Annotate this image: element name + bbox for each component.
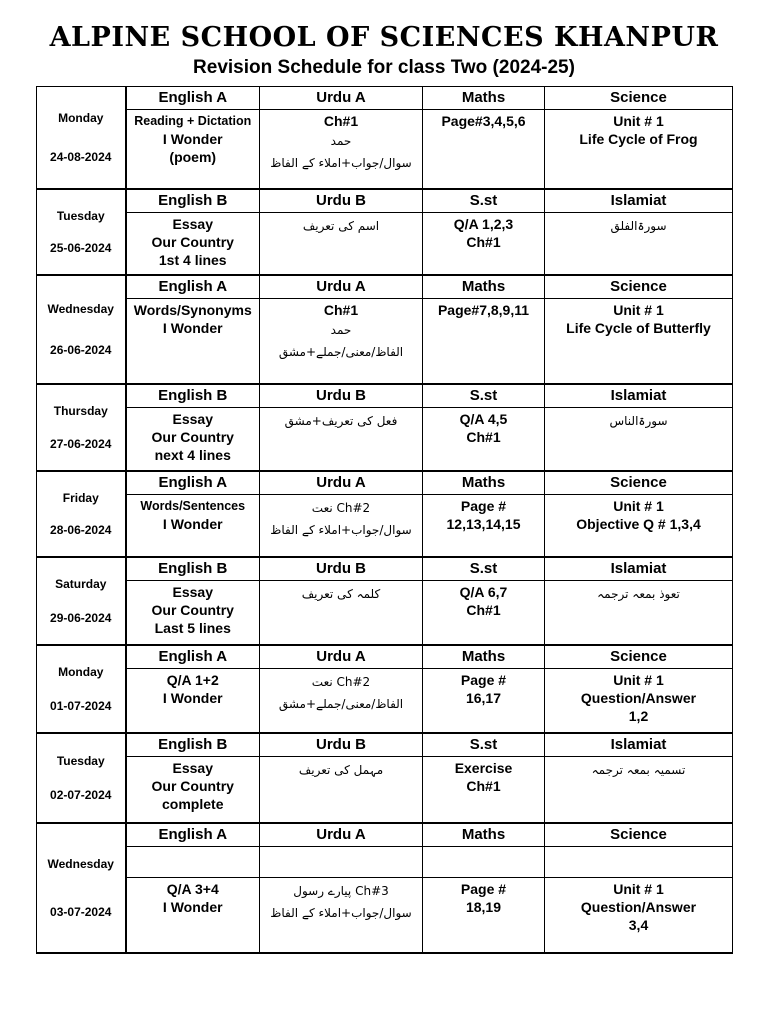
topic-line: Question/Answer (580, 690, 697, 706)
subject-cell (545, 384, 733, 471)
subject-cell (545, 471, 733, 557)
day-name: Wednesday (47, 302, 114, 317)
blank-space (127, 847, 260, 878)
topic-line: I Wonder (162, 320, 223, 336)
topic-content (423, 495, 544, 533)
subject-cell (260, 87, 423, 190)
subject-cell (260, 471, 423, 557)
topic-content (545, 213, 732, 237)
topic-line: الفاظ/معنی/جملے+مشق (278, 697, 404, 711)
topic-content (260, 213, 422, 237)
topic-line: کلمہ کی تعریف (301, 587, 381, 601)
subject-cell (423, 645, 545, 733)
day-cell (37, 645, 126, 733)
schedule-row (37, 384, 733, 471)
topic-line: 16,17 (465, 690, 502, 706)
subject-cell (260, 823, 423, 953)
schedule-row (37, 471, 733, 557)
subject-header: English B (127, 385, 260, 408)
day-cell (37, 471, 126, 557)
subject-cell (260, 275, 423, 384)
blank-space (423, 847, 544, 878)
topic-line: الفاظ/معنی/جملے+مشق (278, 345, 404, 359)
topic-line: Our Country (151, 429, 234, 445)
day-date: 02-07-2024 (50, 788, 112, 802)
topic-content (545, 495, 732, 533)
subject-cell (545, 557, 733, 645)
day-date: 28-06-2024 (50, 523, 112, 538)
subject-header: Urdu A (260, 646, 422, 669)
topic-line: Unit # 1 (613, 498, 664, 514)
subject-cell (260, 645, 423, 733)
topic-line: Unit # 1 (613, 672, 664, 688)
subject-header: Islamiat (545, 734, 732, 757)
topic-line: حمد (330, 134, 352, 148)
topic-content (423, 110, 544, 130)
topic-content (127, 408, 260, 464)
subject-cell (423, 384, 545, 471)
topic-content (127, 757, 260, 813)
day-cell (37, 189, 126, 275)
topic-line: Page # (460, 881, 507, 897)
topic-line: I Wonder (162, 516, 223, 532)
topic-content (545, 408, 732, 432)
topic-line: Words/Synonyms (133, 302, 252, 318)
day-cell (37, 384, 126, 471)
day-name: Monday (58, 111, 104, 126)
subject-cell (260, 189, 423, 275)
topic-content (260, 495, 422, 541)
topic-line: 1st 4 lines (158, 252, 227, 268)
topic-line: complete (162, 796, 224, 812)
topic-content (423, 878, 544, 916)
subject-cell (545, 87, 733, 190)
subject-header: Islamiat (545, 190, 732, 213)
topic-content (127, 495, 260, 533)
topic-line: Words/Sentences (140, 499, 246, 513)
subject-header: S.st (423, 190, 544, 213)
schedule-row (37, 189, 733, 275)
subject-header: English A (127, 472, 260, 495)
subject-header: English B (127, 734, 260, 757)
topic-line: Essay (172, 760, 213, 776)
topic-line: Ch#1 (323, 302, 359, 318)
day-cell (37, 557, 126, 645)
topic-line: Our Country (151, 602, 234, 618)
topic-content (127, 299, 260, 337)
blank-space (545, 847, 732, 878)
day-date: 29-06-2024 (50, 610, 112, 625)
day-name: Tuesday (56, 208, 105, 223)
topic-line: Q/A 1+2 (166, 672, 219, 688)
topic-content (545, 878, 732, 934)
day-name: Monday (58, 665, 104, 680)
topic-line: Our Country (151, 778, 234, 794)
subject-header: English B (127, 190, 260, 213)
topic-line: Ch#1 (466, 778, 501, 794)
topic-content (127, 669, 260, 707)
day-date: 25-06-2024 (50, 241, 112, 256)
subject-cell (423, 823, 545, 953)
subject-cell (423, 471, 545, 557)
subject-cell (126, 645, 260, 733)
schedule-row (37, 645, 733, 733)
topic-content (423, 299, 544, 319)
day-cell (37, 87, 126, 190)
topic-line: حمد (330, 323, 352, 337)
topic-line: 1,2 (628, 708, 649, 724)
topic-line: Page # (460, 498, 507, 514)
topic-line: Our Country (151, 234, 234, 250)
subject-cell (545, 645, 733, 733)
subject-header: Urdu B (260, 558, 422, 581)
topic-content (260, 299, 422, 363)
topic-content (423, 213, 544, 251)
subject-header: Urdu A (260, 824, 422, 847)
topic-line: سورۃالفلق (610, 219, 667, 233)
topic-line: 3,4 (628, 917, 649, 933)
subject-cell (126, 557, 260, 645)
topic-content (545, 757, 732, 781)
topic-line: (poem) (169, 149, 217, 165)
school-title: ALPINE SCHOOL OF SCIENCES KHANPUR (49, 22, 719, 53)
topic-line: Ch#2 نعت (311, 675, 371, 689)
subject-cell (126, 823, 260, 953)
subject-header: Science (545, 646, 732, 669)
subject-cell (126, 275, 260, 384)
topic-content (423, 757, 544, 795)
subject-header: Urdu B (260, 190, 422, 213)
day-name: Tuesday (56, 754, 105, 768)
topic-content (260, 110, 422, 174)
topic-content (545, 581, 732, 605)
schedule-row (37, 557, 733, 645)
subject-header: Maths (423, 472, 544, 495)
subject-header: Maths (423, 646, 544, 669)
topic-line: تسمیہ بمعہ ترجمہ (591, 763, 686, 777)
day-cell (37, 733, 126, 823)
topic-line: Essay (172, 216, 213, 232)
subject-cell (423, 275, 545, 384)
topic-content (127, 878, 260, 916)
subject-cell (545, 189, 733, 275)
subject-header: Urdu A (260, 472, 422, 495)
topic-line: 12,13,14,15 (446, 516, 521, 532)
topic-line: 18,19 (465, 899, 502, 915)
topic-content (260, 408, 422, 432)
topic-line: Ch#1 (323, 113, 359, 129)
topic-line: Reading + Dictation (134, 114, 252, 128)
schedule-row (37, 733, 733, 823)
subject-header: Maths (423, 824, 544, 847)
topic-content (423, 581, 544, 619)
subject-header: Urdu A (260, 87, 422, 110)
subject-cell (545, 275, 733, 384)
subject-cell (423, 87, 545, 190)
schedule-row (37, 275, 733, 384)
topic-line: Life Cycle of Frog (579, 131, 698, 147)
topic-content (260, 757, 422, 781)
topic-line: Unit # 1 (613, 881, 664, 897)
topic-content (423, 669, 544, 707)
topic-line: Exercise (454, 760, 513, 776)
topic-line: Objective Q # 1,3,4 (576, 516, 701, 532)
subject-header: English A (127, 824, 260, 847)
day-cell (37, 275, 126, 384)
topic-content (545, 110, 732, 148)
day-cell (37, 823, 126, 953)
subject-header: Urdu B (260, 734, 422, 757)
schedule-subtitle: Revision Schedule for class Two (2024-25) (193, 57, 575, 78)
topic-line: Unit # 1 (613, 302, 664, 318)
topic-line: Essay (172, 584, 213, 600)
topic-content (260, 669, 422, 715)
topic-line: Q/A 3+4 (166, 881, 219, 897)
subject-header: English A (127, 87, 260, 110)
subject-header: Science (545, 824, 732, 847)
topic-content (545, 669, 732, 725)
topic-line: Unit # 1 (613, 113, 664, 129)
subject-header: Urdu B (260, 385, 422, 408)
topic-line: Essay (172, 411, 213, 427)
subject-header: English A (127, 276, 260, 299)
topic-line: اسم کی تعریف (302, 219, 380, 233)
topic-line: I Wonder (162, 899, 223, 915)
topic-line: Ch#1 (466, 429, 501, 445)
topic-line: فعل کی تعریف+مشق (284, 414, 398, 428)
topic-line: Ch#1 (466, 602, 501, 618)
topic-line: Ch#2 نعت (311, 501, 371, 515)
topic-line: Last 5 lines (154, 620, 231, 636)
topic-content (260, 878, 422, 924)
topic-line: سوال/جواب+املاء کے الفاظ (270, 156, 412, 170)
subject-cell (126, 733, 260, 823)
topic-line: Ch#1 (466, 234, 501, 250)
subject-header: Science (545, 87, 732, 110)
subject-header: Islamiat (545, 558, 732, 581)
topic-line: تعوذ بمعہ ترجمہ (597, 587, 680, 601)
subject-cell (423, 733, 545, 823)
topic-line: سوال/جواب+املاء کے الفاظ (270, 523, 412, 537)
subject-header: S.st (423, 385, 544, 408)
subject-header: Science (545, 276, 732, 299)
topic-line: سوال/جواب+املاء کے الفاظ (270, 906, 412, 920)
subject-header: Science (545, 472, 732, 495)
subject-cell (260, 384, 423, 471)
subject-cell (260, 557, 423, 645)
day-name: Saturday (55, 577, 107, 592)
topic-content (127, 581, 260, 637)
topic-line: Q/A 6,7 (459, 584, 508, 600)
topic-line: next 4 lines (154, 447, 231, 463)
topic-content (127, 110, 260, 166)
subject-header: Maths (423, 276, 544, 299)
day-date: 01-07-2024 (50, 698, 112, 713)
topic-line: I Wonder (162, 131, 223, 147)
topic-line: Page#3,4,5,6 (441, 113, 526, 129)
topic-line: Life Cycle of Butterfly (566, 320, 711, 336)
topic-content (260, 581, 422, 605)
topic-line: مہمل کی تعریف (298, 763, 384, 777)
topic-line: Q/A 4,5 (459, 411, 508, 427)
topic-content (423, 408, 544, 446)
subject-header: English A (127, 646, 260, 669)
day-name: Wednesday (47, 857, 114, 872)
subject-cell (545, 733, 733, 823)
topic-content (127, 213, 260, 269)
day-name: Thursday (53, 404, 108, 418)
topic-line: Question/Answer (580, 899, 697, 915)
topic-line: I Wonder (162, 690, 223, 706)
blank-space (260, 847, 422, 878)
subject-cell (545, 823, 733, 953)
subject-cell (126, 189, 260, 275)
schedule-row (37, 823, 733, 953)
schedule-row (37, 87, 733, 190)
subject-cell (423, 189, 545, 275)
subject-header: English B (127, 558, 260, 581)
day-date: 03-07-2024 (50, 904, 112, 919)
topic-line: سورۃالناس (609, 414, 668, 428)
topic-content (545, 299, 732, 337)
subject-cell (126, 87, 260, 190)
day-date: 27-06-2024 (50, 437, 112, 451)
topic-line: Ch#3 پیارے رسول (293, 884, 389, 898)
topic-line: Page#7,8,9,11 (437, 302, 530, 318)
topic-line: Page # (460, 672, 507, 688)
day-date: 24-08-2024 (50, 149, 112, 164)
subject-cell (126, 471, 260, 557)
subject-header: Urdu A (260, 276, 422, 299)
revision-schedule-table (36, 86, 733, 954)
day-name: Friday (62, 490, 99, 505)
subject-cell (126, 384, 260, 471)
topic-line: Q/A 1,2,3 (453, 216, 514, 232)
subject-header: Islamiat (545, 385, 732, 408)
subject-cell (423, 557, 545, 645)
subject-header: S.st (423, 558, 544, 581)
subject-header: S.st (423, 734, 544, 757)
subject-cell (260, 733, 423, 823)
day-date: 26-06-2024 (50, 342, 112, 357)
subject-header: Maths (423, 87, 544, 110)
